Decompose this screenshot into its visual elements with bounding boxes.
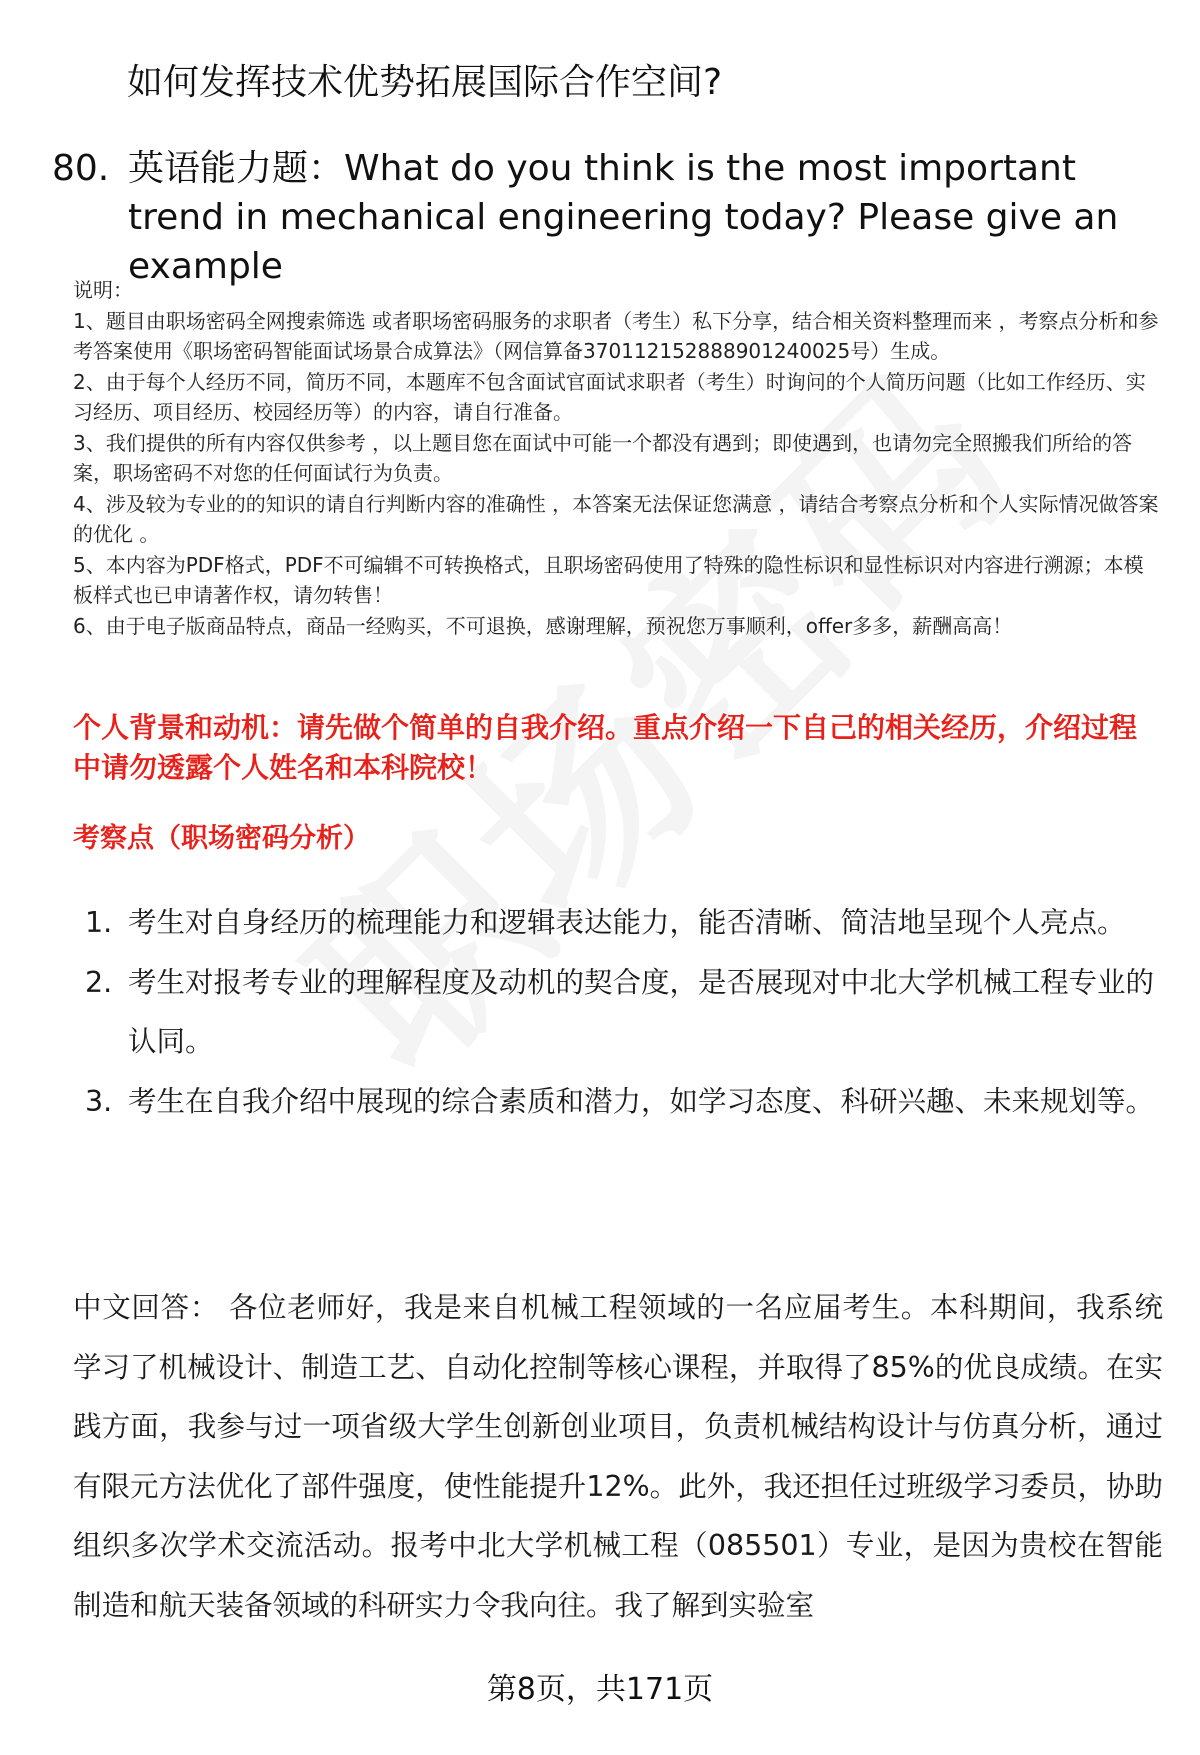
chinese-answer: 中文回答： 各位老师好，我是来自机械工程领域的一名应届考生。本科期间，我系统学习了机械设计、制造工艺、自动化控制等核心课程，并取得了85%的优良成绩。在实践方面，我参与过一项省级大学生创新创业项目，负责机械结构设计与仿真分析，通过有限元方法优化了部件强度，使性能提升12%。此外，我还担任过班级学习委员，协助组织多次学术交流活动。报考中北大学机械工程（085501）专业，是因为贵校在智能制造和航天装备领域的科研实力令我向往。我了解到实验室 — [73, 1291, 1163, 1622]
question-number: 80. — [52, 148, 110, 189]
note-item: 6、由于电子版商品特点，商品一经购买，不可退换，感谢理解，预祝您万事顺利，offer多多，薪酬高高！ — [73, 613, 1013, 638]
list-number: 2. — [85, 965, 113, 999]
list-text: 考生对自身经历的梳理能力和逻辑表达能力，能否清晰、简洁地呈现个人亮点。 — [128, 906, 1126, 939]
notes-block — [73, 275, 1163, 641]
note-item: 5、本内容为PDF格式，PDF不可编辑不可转换格式，且职场密码使用了特殊的隐性标识和显性标识对内容进行溯源；本模板样式也已申请著作权，请勿转售！ — [73, 552, 1144, 607]
list-item — [73, 893, 1163, 953]
note-item: 1、题目由职场密码全网搜索筛选 或者职场密码服务的求职者（考生）私下分享，结合相关资料整理而来 ，考察点分析和参考答案使用《职场密码智能面试场景合成算法》（网信算备370112152888901240025号）生成。 — [73, 308, 1159, 363]
list-number: 3. — [85, 1084, 113, 1118]
question-continuation: 如何发挥技术优势拓展国际合作空间? — [127, 62, 723, 103]
question-text: 英语能力题：What do you think is the most important trend in mechanical engineering today? Please give an example — [128, 148, 1119, 287]
list-item — [73, 1072, 1163, 1132]
page-footer: 第8页，共171页 — [486, 1672, 714, 1707]
list-text: 考生对报考专业的理解程度及动机的契合度，是否展现对中北大学机械工程专业的认同。 — [128, 965, 1155, 1058]
list-item — [73, 953, 1163, 1072]
list-text: 考生在自我介绍中展现的综合素质和潜力，如学习态度、科研兴趣、未来规划等。 — [128, 1084, 1155, 1118]
assessment-points — [73, 893, 1163, 1131]
section-heading: 个人背景和动机：请先做个简单的自我介绍。重点介绍一下自己的相关经历，介绍过程中请勿透露个人姓名和本科院校！ — [73, 711, 1138, 784]
question-80 — [52, 144, 1162, 291]
list-number: 1. — [85, 906, 113, 939]
note-item: 4、涉及较为专业的的知识的请自行判断内容的准确性 ，本答案无法保证您满意 ，请结合考察点分析和个人实际情况做答案的优化 。 — [73, 491, 1159, 546]
note-item: 3、我们提供的所有内容仅供参考 ，以上题目您在面试中可能一个都没有遇到；即使遇到，也请勿完全照搬我们所给的答案，职场密码不对您的任何面试行为负责。 — [73, 430, 1133, 485]
section-subheading: 考察点（职场密码分析） — [73, 823, 370, 854]
note-item: 2、由于每个人经历不同，简历不同，本题库不包含面试官面试求职者（考生）时询问的个人简历问题（比如工作经历、实习经历、项目经历、校园经历等）的内容，请自行准备。 — [73, 369, 1146, 424]
notes-title: 说明： — [73, 278, 133, 302]
